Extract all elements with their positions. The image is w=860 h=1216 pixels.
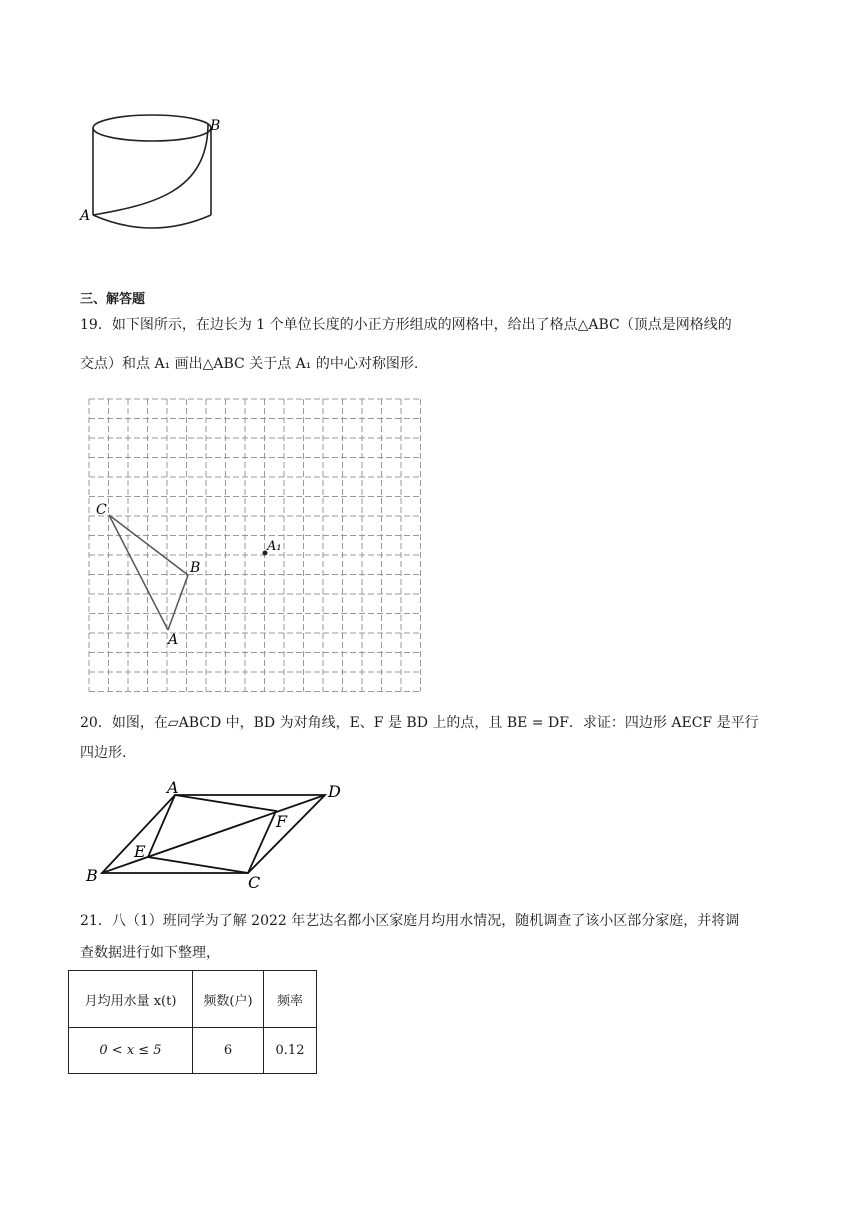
label-a: A xyxy=(80,208,91,224)
triangle-side-ab xyxy=(168,575,188,630)
grid-lines xyxy=(89,399,421,692)
grid-figure xyxy=(80,390,430,695)
para-label-f: F xyxy=(276,812,288,831)
table-header-cell: 月均用水量 x(t) xyxy=(69,971,193,1028)
para-label-b: B xyxy=(86,866,98,885)
table-header-row xyxy=(69,971,317,1028)
table-cell: 0 < x ≤ 5 xyxy=(69,1028,193,1074)
triangle-side-cb xyxy=(109,515,188,575)
label-b: B xyxy=(210,118,221,134)
cylinder-top-ellipse xyxy=(93,115,211,141)
grid-label-a1: A₁ xyxy=(267,539,282,554)
q19-line1: 19．如下图所示，在边长为 1 个单位长度的小正方形组成的网格中，给出了格点△ABC（顶点是网格线的 xyxy=(80,317,732,333)
cylinder-figure xyxy=(70,105,240,240)
q20-line2: 四边形. xyxy=(80,745,127,761)
section-title: 三、解答题 xyxy=(80,292,146,307)
para-label-a: A xyxy=(167,778,179,797)
q21-line2: 查数据进行如下整理， xyxy=(80,945,220,961)
grid-label-a: A xyxy=(168,632,179,648)
parallelogram-figure xyxy=(80,775,370,895)
table-cell: 0.12 xyxy=(264,1028,317,1074)
table-header-cell: 频数(户) xyxy=(193,971,264,1028)
para-label-c: C xyxy=(248,873,261,892)
grid-label-b: B xyxy=(190,560,201,576)
grid-label-c: C xyxy=(96,502,107,518)
table-cell: 6 xyxy=(193,1028,264,1074)
table-row xyxy=(69,1028,317,1074)
cylinder-bottom-arc xyxy=(93,215,211,228)
para-label-e: E xyxy=(134,842,146,861)
q20-line1: 20．如图，在▱ABCD 中，BD 为对角线，E、F 是 BD 上的点，且 BE = DF．求证：四边形 AECF 是平行 xyxy=(80,715,759,731)
water-usage-table xyxy=(68,970,317,1074)
triangle-side-ca xyxy=(109,515,168,630)
diagonal-bd xyxy=(102,795,325,873)
para-label-d: D xyxy=(328,782,341,801)
q19-line2: 交点）和点 A₁ 画出△ABC 关于点 A₁ 的中心对称图形. xyxy=(80,356,419,372)
q21-line1: 21．八（1）班同学为了解 2022 年艺达名都小区家庭月均用水情况，随机调查了该小区部分家庭，并将调 xyxy=(80,913,740,929)
table-header-cell: 频率 xyxy=(264,971,317,1028)
